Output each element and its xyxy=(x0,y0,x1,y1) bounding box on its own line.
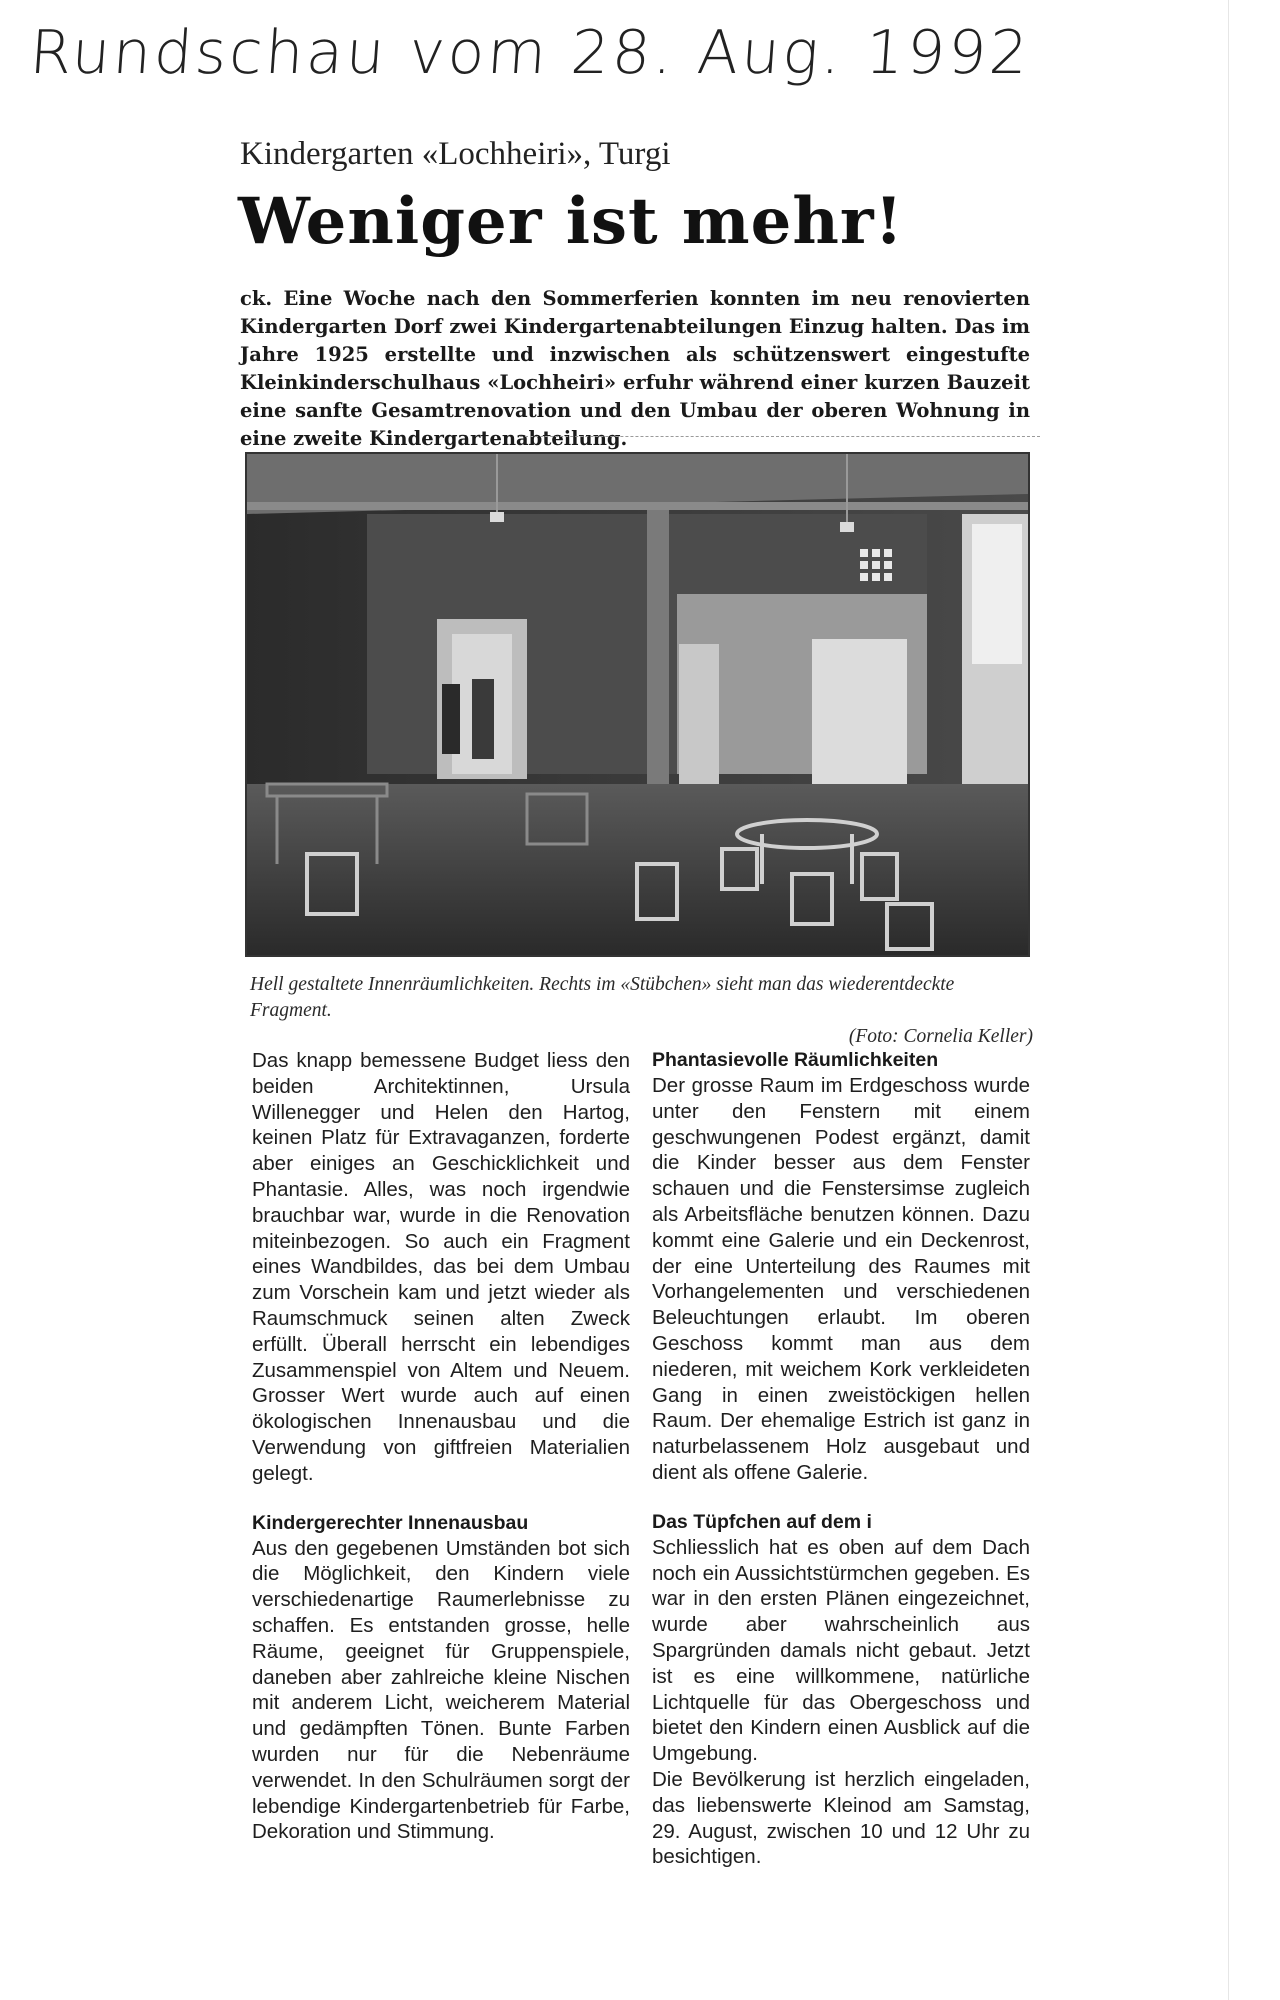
interior-photo xyxy=(245,452,1030,957)
subheading: Das Tüpfchen auf dem i xyxy=(652,1510,872,1533)
handwritten-source-note: Rundschau vom 28. Aug. 1992 xyxy=(27,18,1033,88)
body-paragraph: Schliesslich hat es oben auf dem Dach noch ein Aussichtstürmchen gegeben. Es war in den ersten Plänen eingezeichnet, wurde aber wahrscheinlich aus Spargründen damals nicht gebaut. Jetzt ist es eine willkommene, natürliche Lichtquelle für das Obergeschoss und bietet den Kindern einen Ausblick auf die Umgebung. xyxy=(652,1535,1030,1766)
article-headline: Weniger ist mehr! xyxy=(238,184,904,259)
article-column-right xyxy=(652,1048,1030,1870)
photo-caption-block xyxy=(250,972,1035,1050)
article-kicker: Kindergarten «Lochheiri», Turgi xyxy=(240,136,671,172)
photo-caption: Hell gestaltete Innenräumlichkeiten. Rechts im «Stübchen» sieht man das wiederentdeckte Fragment. xyxy=(250,974,955,1021)
article-lead: ck. Eine Woche nach den Sommerferien konnten im neu renovierten Kindergarten Dorf zwei Kindergartenabteilungen Einzug halten. Das im Jahre 1925 erstellte und inzwischen als schützenswert eingestufte Kleinkinderschulhaus «Lochheiri» erfuhr während einer kurzen Bauzeit eine sanfte Gesamtrenovation und den Umbau der oberen Wohnung in eine zweite Kindergartenabteilung. xyxy=(240,287,1030,450)
scan-edge xyxy=(1228,0,1229,2000)
photo-illustration xyxy=(247,454,1028,955)
body-paragraph: Das knapp bemessene Budget liess den beiden Architektinnen, Ursula Willenegger und Helen den Hartog, keinen Platz für Extravaganzen, forderte aber einiges an Geschicklichkeit und Phantasie. Alles, was noch irgendwie brauchbar war, wurde in die Renovation miteinbezogen. So auch ein Fragment eines Wandbildes, das bei dem Umbau zum Vorschein kam und jetzt wieder als Raumschmuck seinen alten Zweck erfüllt. Überall herrscht ein lebendiges Zusammenspiel von Altem und Neuem. Grosser Wert wurde auch auf einen ökologischen Innenausbau und die Verwendung von giftfreien Materialien gelegt. xyxy=(252,1049,630,1485)
body-paragraph: Aus den gegebenen Umständen bot sich die Möglichkeit, den Kindern viele verschiedenartige Raumerlebnisse zu schaffen. Es entstanden grosse, helle Räume, geeignet für Gruppenspiele, daneben aber zahlreiche kleine Nischen mit anderem Licht, weicherem Material und gedämpften Tönen. Bunte Farben wurden nur für die Nebenräume verwendet. In den Schulräumen sorgt der lebendige Kindergartenbetrieb für Farbe, Dekoration und Stimmung. xyxy=(252,1536,630,1844)
subheading: Phantasievolle Räumlichkeiten xyxy=(652,1049,939,1071)
photo-credit: (Foto: Cornelia Keller) xyxy=(848,1026,1033,1047)
subheading: Kindergerechter Innenausbau xyxy=(252,1511,529,1534)
divider xyxy=(520,436,1040,437)
article-column-left xyxy=(252,1048,630,1845)
body-paragraph: Die Bevölkerung ist herzlich eingeladen, das liebenswerte Kleinod am Samstag, 29. August, zwischen 10 und 12 Uhr zu besichtigen. xyxy=(652,1767,1030,1869)
body-paragraph: Der grosse Raum im Erdgeschoss wurde unter den Fenstern mit einem geschwungenen Podest ergänzt, damit die Kinder besser aus dem Fenster schauen und die Fenstersimse zugleich als Arbeitsfläche benutzen können. Dazu kommt eine Galerie und ein Deckenrost, der eine Unterteilung des Raumes mit Vorhangelementen und verschiedenen Beleuchtungen erlaubt. Im oberen Geschoss kommt man aus dem niederen, mit weichem Kork verkleideten Gang in einen zweistöckigen hellen Raum. Der ehemalige Estrich ist ganz in naturbelassenem Holz ausgebaut und dient als offene Galerie. xyxy=(652,1074,1030,1484)
